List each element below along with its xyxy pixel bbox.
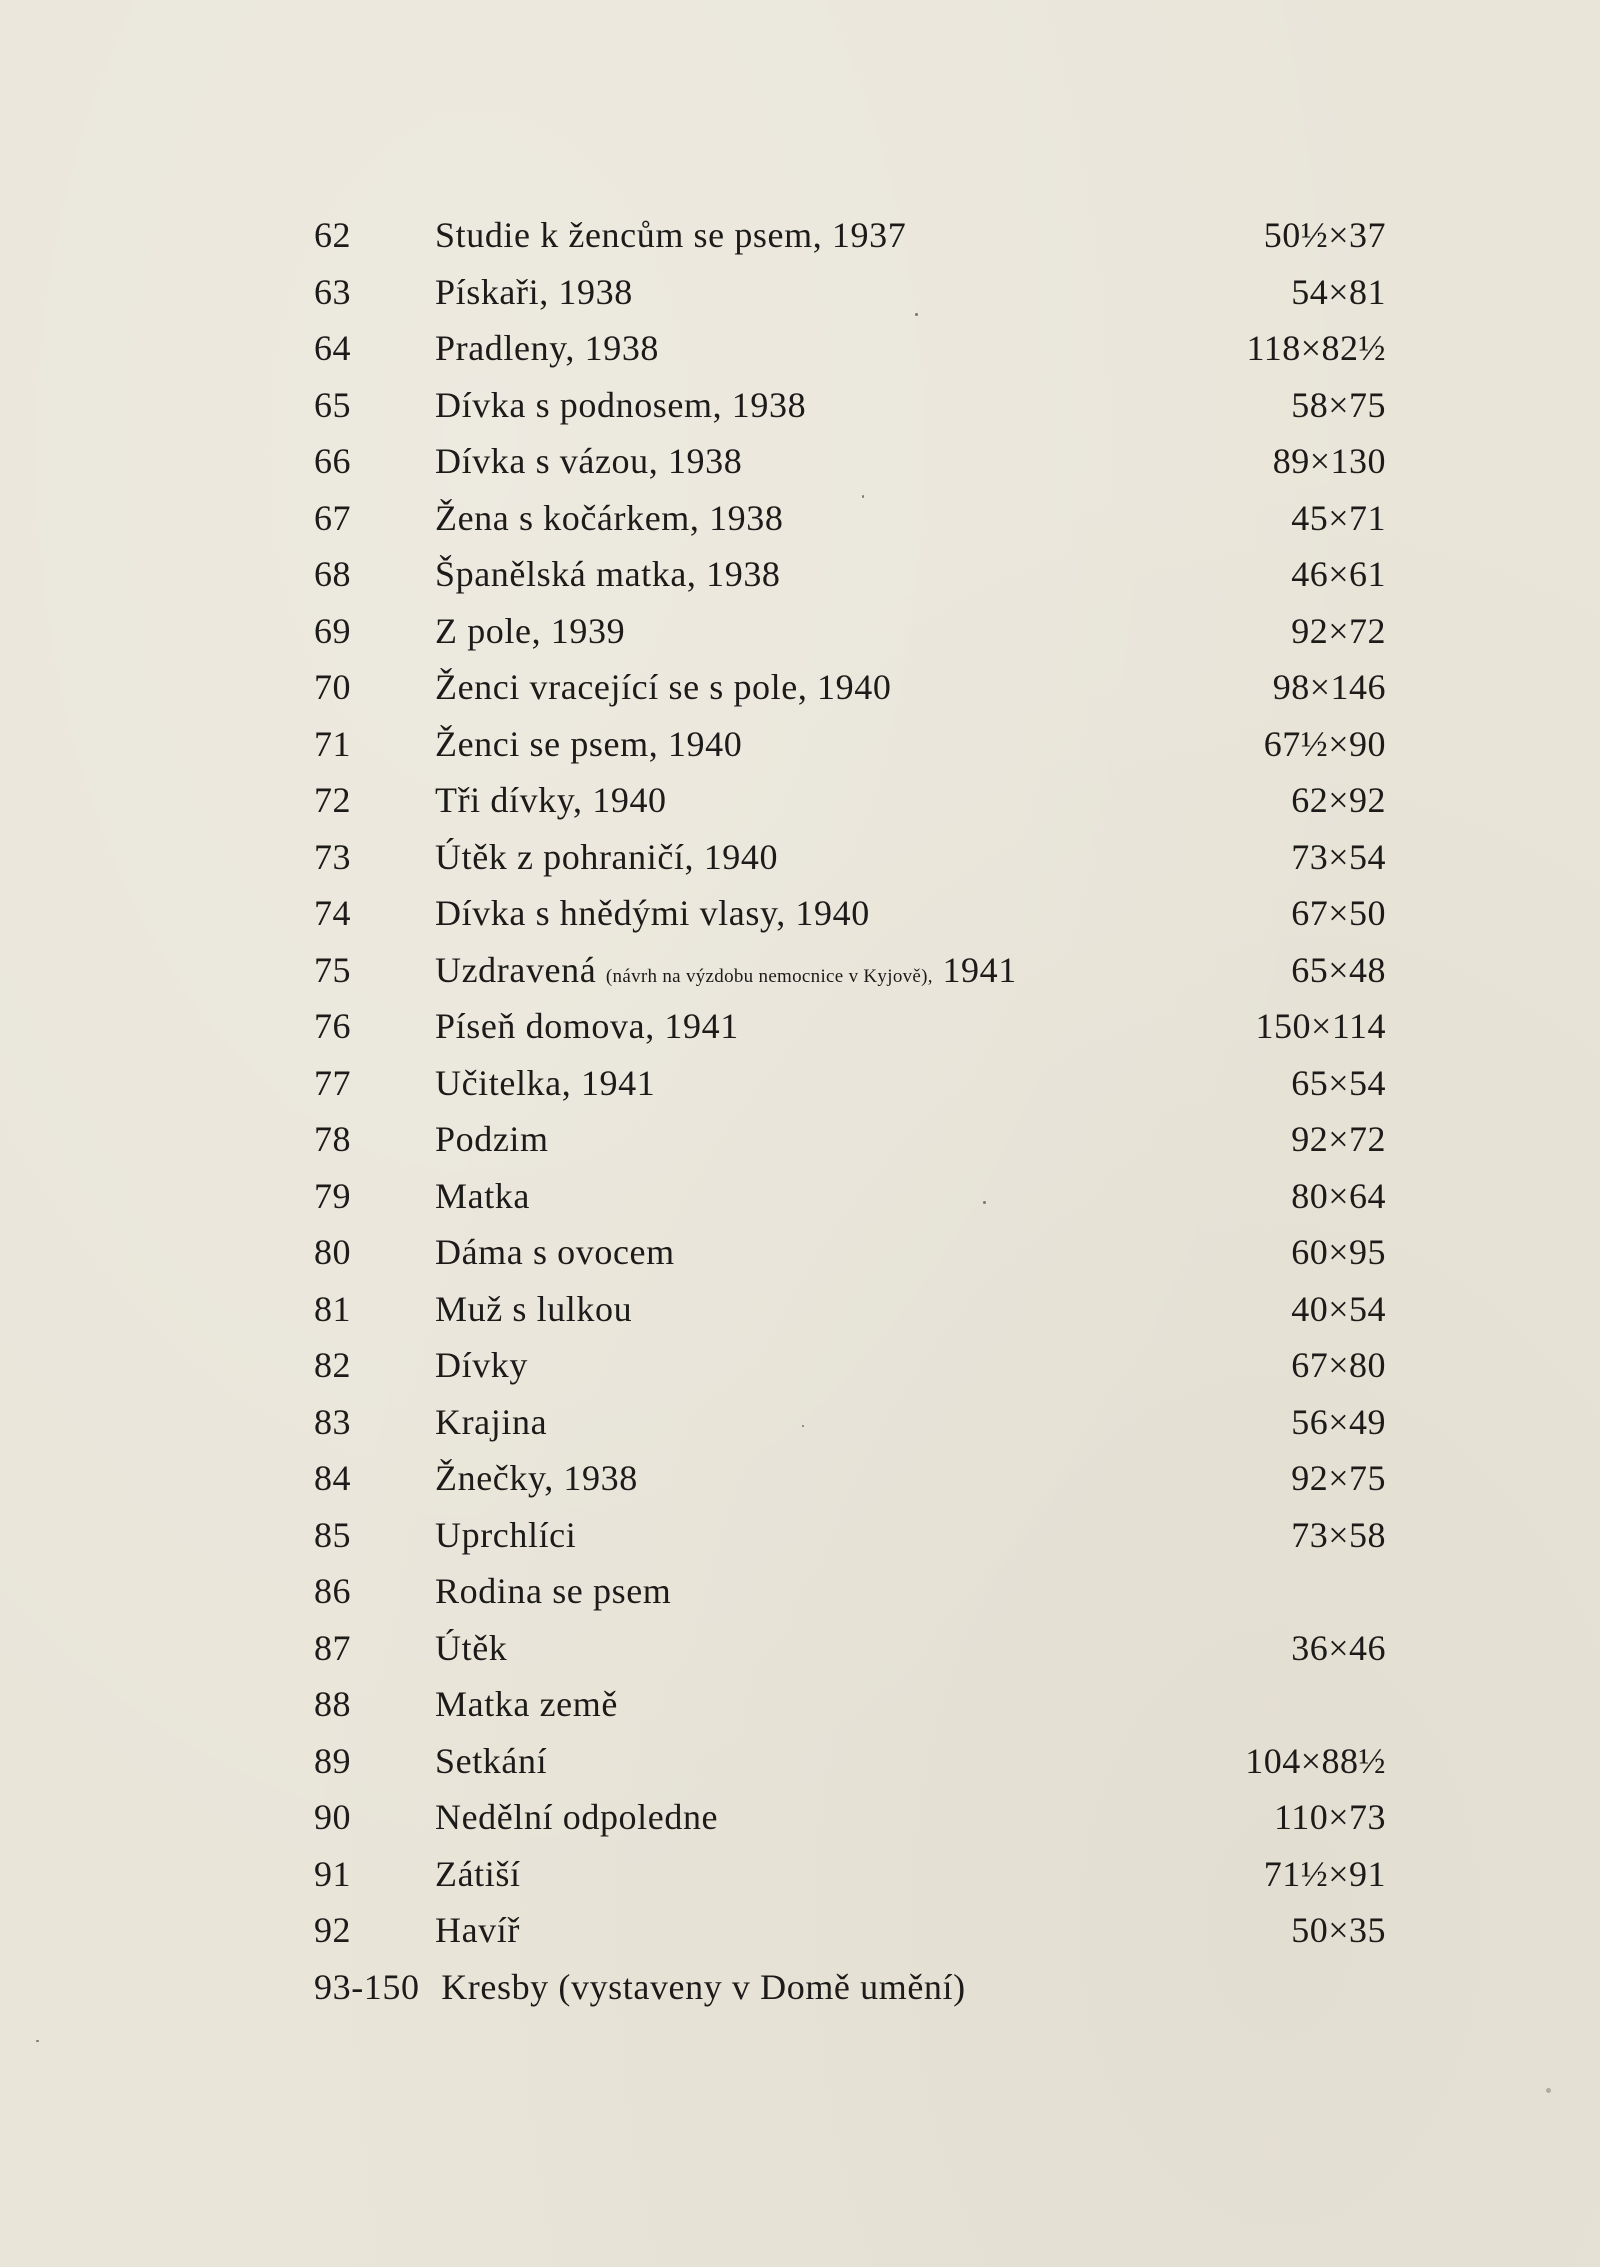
entry-dimensions: 67½×90 [1263,723,1386,764]
entry-number: 62 [314,215,351,255]
catalog-row [314,490,1386,547]
entry-title: Studie k žencům se psem, 1937 [435,215,907,255]
entry-title: Španělská matka, 1938 [435,554,781,594]
entry-number: 66 [314,441,351,481]
entry-number: 67 [314,497,351,538]
entry-dimensions: 60×95 [1291,1232,1386,1272]
entry-dimensions: 46×61 [1291,554,1386,594]
entry-title [435,942,1017,1006]
entry-dimensions: 73×58 [1291,1514,1386,1555]
catalog-row [314,942,1386,999]
entry-number: 63 [314,271,351,312]
entry-number: 83 [314,1401,351,1442]
entry-number: 85 [314,1514,351,1555]
entry-number: 75 [314,949,351,990]
entry-dimensions: 50×35 [1291,1910,1386,1950]
catalog-row [314,1450,1386,1507]
entry-number: 78 [314,1119,351,1159]
catalog-row [314,1111,1386,1168]
entry-title: Žena s kočárkem, 1938 [435,497,784,538]
entry-number: 92 [314,1910,351,1950]
entry-title: Z pole, 1939 [435,610,626,651]
entry-dimensions: 92×75 [1291,1458,1386,1498]
entry-title: Píseň domova, 1941 [435,1006,739,1046]
catalog-row [314,603,1386,660]
catalog-row [314,1168,1386,1225]
entry-title: Útěk z pohraničí, 1940 [435,836,779,877]
entry-title: Krajina [435,1401,548,1442]
entry-title: Dívky [435,1345,528,1385]
paper-speck [983,1201,986,1204]
entry-title: Uprchlíci [435,1514,577,1555]
entry-number: 79 [314,1175,351,1216]
catalog-row [314,264,1386,321]
catalog-row [314,1281,1386,1338]
catalog-row [314,1846,1386,1903]
entry-number: 91 [314,1853,351,1894]
entry-title: Učitelka, 1941 [435,1062,656,1103]
catalog-row [314,772,1386,829]
catalog-row [314,1902,1386,1959]
entry-dimensions: 65×48 [1291,949,1386,990]
catalog-row [314,1055,1386,1112]
entry-dimensions: 56×49 [1291,1401,1386,1442]
entry-dimensions: 40×54 [1291,1288,1386,1329]
catalog-row [314,1733,1386,1790]
entry-number: 87 [314,1627,351,1668]
entry-title: Setkání [435,1740,548,1781]
paper-speck [1546,2088,1551,2093]
catalog-row [314,1507,1386,1564]
catalog-row [314,829,1386,886]
catalog-list [314,207,1386,2015]
catalog-row [314,320,1386,377]
catalog-row [314,998,1386,1055]
entry-title: Žnečky, 1938 [435,1458,638,1498]
entry-number: 69 [314,610,351,651]
catalog-row [314,1789,1386,1846]
entry-number: 74 [314,893,351,933]
entry-title: Podzim [435,1119,549,1159]
catalog-row [314,1563,1386,1620]
entry-dimensions: 67×80 [1291,1345,1386,1385]
entry-number: 73 [314,836,351,877]
entry-dimensions: 150×114 [1255,1006,1386,1046]
paper-speck [862,495,864,498]
entry-number: 80 [314,1232,351,1272]
entry-dimensions: 92×72 [1291,610,1386,651]
entry-number: 89 [314,1740,351,1781]
entry-dimensions: 110×73 [1274,1797,1386,1837]
entry-title: Matka [435,1175,530,1216]
catalog-row [314,207,1386,264]
catalog-row [314,659,1386,716]
entry-title-text: Uzdravená [435,949,597,990]
entry-title: Dívka s vázou, 1938 [435,441,743,481]
entry-number: 65 [314,384,351,425]
entry-dimensions: 92×72 [1291,1119,1386,1159]
entry-title: Rodina se psem [435,1571,672,1611]
entry-title: Ženci vracející se s pole, 1940 [435,667,892,707]
entry-dimensions: 89×130 [1272,441,1386,481]
footer-title: Kresby (vystaveny v Domě umění) [441,1966,966,2007]
catalog-rows [314,207,1386,1959]
catalog-row [314,885,1386,942]
entry-title: Zátiší [435,1853,521,1894]
paper-speck [36,2040,39,2042]
catalog-row [314,1337,1386,1394]
entry-number: 81 [314,1288,351,1329]
entry-title: Dáma s ovocem [435,1232,675,1272]
entry-title: Pískaři, 1938 [435,271,633,312]
entry-dimensions: 67×50 [1291,893,1386,933]
entry-dimensions: 80×64 [1291,1175,1386,1216]
entry-number: 77 [314,1062,351,1103]
entry-title: Matka země [435,1684,618,1724]
catalog-row [314,1224,1386,1281]
catalog-row [314,1620,1386,1677]
catalog-row [314,546,1386,603]
entry-number: 86 [314,1571,351,1611]
entry-number: 68 [314,554,351,594]
entry-dimensions: 58×75 [1291,384,1386,425]
entry-note: (návrh na výzdobu nemocnice v Kyjově), [605,965,933,987]
entry-number: 71 [314,723,351,764]
entry-dimensions: 50½×37 [1263,215,1386,255]
entry-dimensions: 65×54 [1291,1062,1386,1103]
entry-number: 88 [314,1684,351,1724]
entry-dimensions: 45×71 [1291,497,1386,538]
entry-dimensions: 62×92 [1291,780,1386,820]
entry-title: Dívka s hnědými vlasy, 1940 [435,893,870,933]
entry-number: 82 [314,1345,351,1385]
entry-number: 90 [314,1797,351,1837]
entry-dimensions: 98×146 [1272,667,1386,707]
entry-number: 84 [314,1458,351,1498]
catalog-footer-row [314,1959,1386,2016]
entry-title: Nedělní odpoledne [435,1797,719,1837]
catalog-row [314,433,1386,490]
footer-range: 93-150 [314,1966,420,2007]
entry-dimensions: 54×81 [1291,271,1386,312]
catalog-row [314,1676,1386,1733]
catalog-row [314,1394,1386,1451]
entry-title: Tři dívky, 1940 [435,780,667,820]
entry-title: Havíř [435,1910,520,1950]
entry-title: Pradleny, 1938 [435,328,660,368]
entry-dimensions: 36×46 [1291,1627,1386,1668]
catalog-row [314,377,1386,434]
paper-speck [915,313,918,316]
catalog-row [314,716,1386,773]
entry-dimensions: 118×82½ [1246,328,1386,368]
entry-number: 72 [314,780,351,820]
entry-title: Útěk [435,1627,508,1668]
entry-title: Muž s lulkou [435,1288,633,1329]
entry-number: 76 [314,1006,351,1046]
entry-dimensions: 104×88½ [1245,1740,1386,1781]
entry-dimensions: 71½×91 [1263,1853,1386,1894]
entry-title: Ženci se psem, 1940 [435,723,743,764]
entry-number: 64 [314,328,351,368]
entry-number: 70 [314,667,351,707]
entry-dimensions: 73×54 [1291,836,1386,877]
entry-year: 1941 [942,949,1017,990]
paper-speck [802,1425,804,1427]
entry-title: Dívka s podnosem, 1938 [435,384,807,425]
